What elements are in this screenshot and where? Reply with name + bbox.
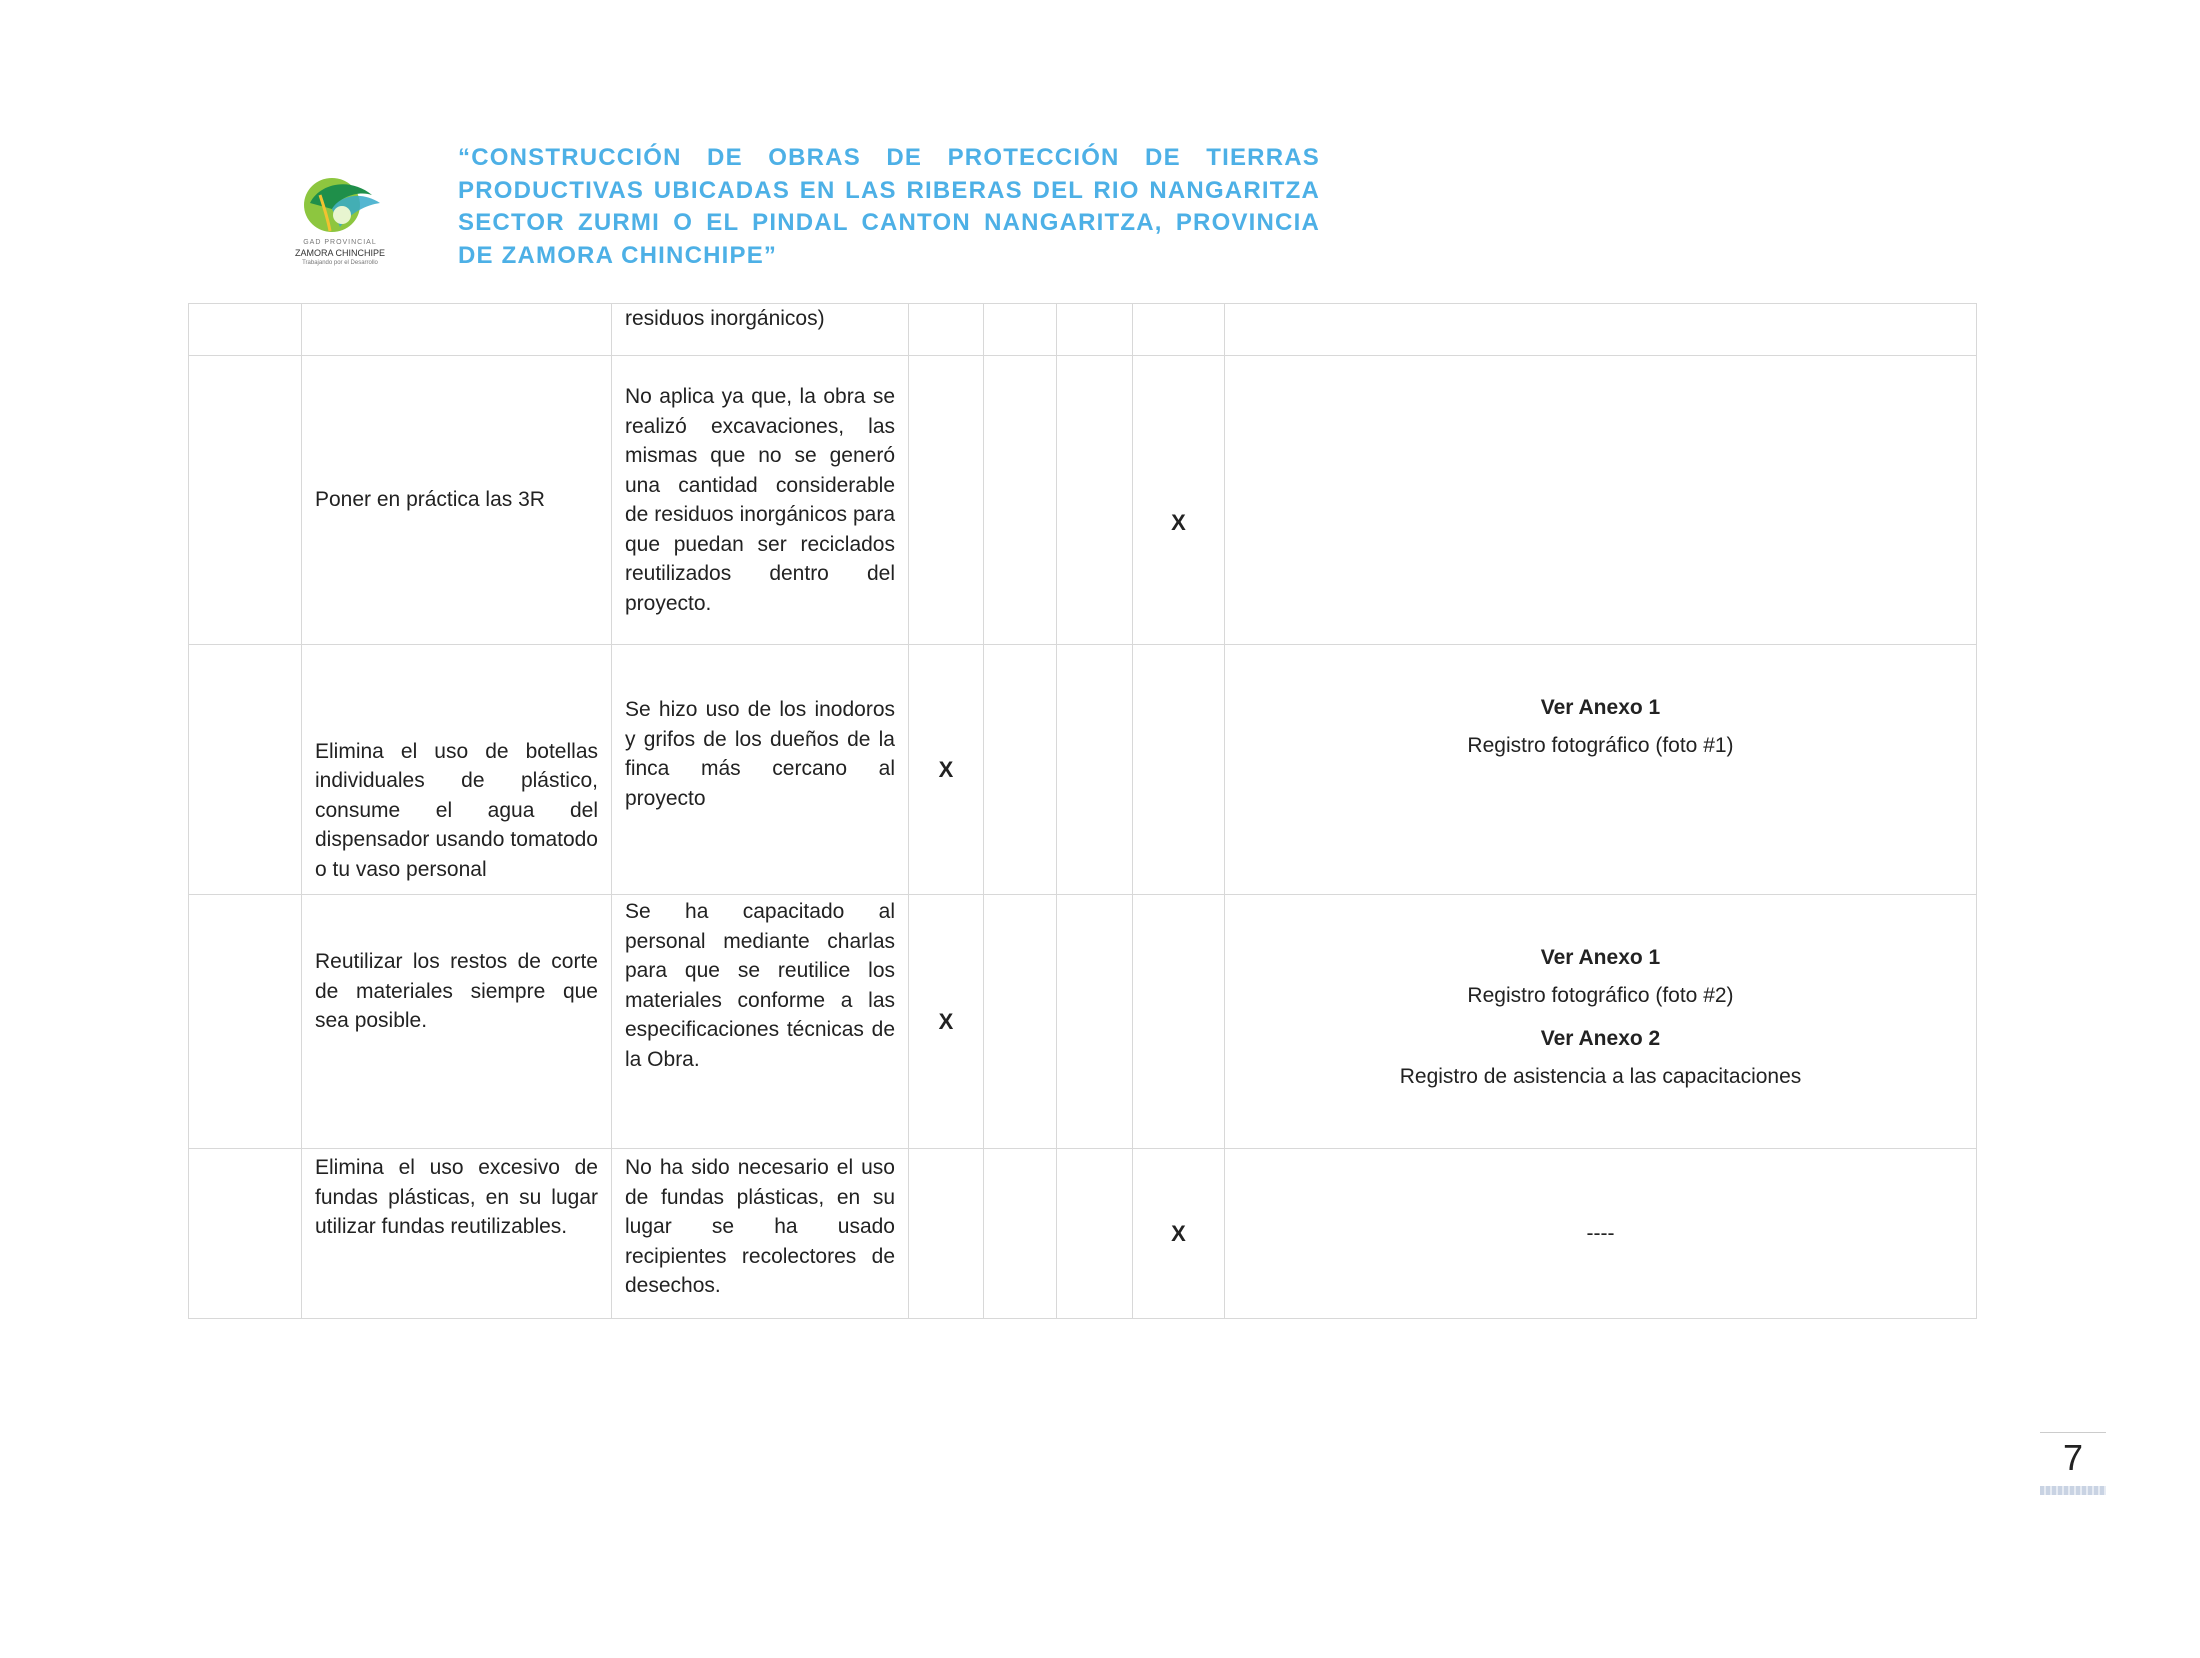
mark-cell xyxy=(909,304,984,356)
annex-reference: Ver Anexo 1 xyxy=(1540,696,1661,719)
annex-reference: Ver Anexo 2 xyxy=(1540,1027,1661,1050)
annex-description: Registro fotográfico (foto #2) xyxy=(1467,983,1734,1007)
evidence-cell: Se hizo uso de los inodoros y grifos de los dueños de la finca más cercano al proyecto xyxy=(612,645,909,895)
observation-cell xyxy=(1225,645,1977,895)
mark-cell xyxy=(984,895,1057,1149)
mark-cell: X xyxy=(909,645,984,895)
evidence-cell: No aplica ya que, la obra se realizó excavaciones, las mismas que no se generó una cantidad considerable de residuos inorgánicos para que puedan ser reciclados reutilizados dentro del proyecto. xyxy=(612,356,909,645)
mark-cell xyxy=(1057,895,1133,1149)
mark-cell xyxy=(984,645,1057,895)
evidence-cell: No ha sido necesario el uso de fundas plásticas, en su lugar se ha usado recipientes recolectores de desechos. xyxy=(612,1149,909,1319)
table-row xyxy=(189,895,1977,1149)
mark-cell xyxy=(1133,895,1225,1149)
mark-cell xyxy=(909,1149,984,1319)
annex-description: Registro fotográfico (foto #1) xyxy=(1467,733,1734,757)
blank-cell xyxy=(189,645,302,895)
logo-caption: GAD PROVINCIAL ZAMORA CHINCHIPE Trabajando por el Desarrollo xyxy=(294,239,385,266)
annex-description: Registro de asistencia a las capacitaciones xyxy=(1399,1064,1802,1088)
mark-cell: X xyxy=(1133,1149,1225,1319)
evidence-cell: Se ha capacitado al personal mediante charlas para que se reutilice los materiales conforme a las especificaciones técnicas de la Obra. xyxy=(612,895,909,1149)
mark-cell xyxy=(1057,356,1133,645)
page-number-underline xyxy=(2040,1486,2106,1495)
blank-cell xyxy=(189,895,302,1149)
table-row xyxy=(189,304,1977,356)
blank-cell xyxy=(189,304,302,356)
observation-cell xyxy=(1225,356,1977,645)
table-row xyxy=(189,645,1977,895)
table-row xyxy=(189,356,1977,645)
environmental-measures-table xyxy=(188,303,1977,1319)
mark-cell xyxy=(1133,645,1225,895)
document-title: “CONSTRUCCIÓN DE OBRAS DE PROTECCIÓN DE TIERRAS PRODUCTIVAS UBICADAS EN LAS RIBERAS DEL RIO NANGARITZA SECTOR ZURMI O EL PINDAL CANTON NANGARITZA, PROVINCIA DE ZAMORA CHINCHIPE” xyxy=(458,144,1320,269)
mark-cell xyxy=(1057,1149,1133,1319)
observation-cell: ---- xyxy=(1225,1149,1977,1319)
observation-cell xyxy=(1225,895,1977,1149)
mark-cell xyxy=(1057,304,1133,356)
mark-cell xyxy=(1057,645,1133,895)
mark-cell xyxy=(909,356,984,645)
mark-cell xyxy=(984,1149,1057,1319)
annex-reference: Ver Anexo 1 xyxy=(1540,946,1661,969)
mark-cell xyxy=(1133,304,1225,356)
measure-cell: Elimina el uso excesivo de fundas plásticas, en su lugar utilizar fundas reutilizables. xyxy=(302,1149,612,1319)
measure-cell: Poner en práctica las 3R xyxy=(302,356,612,645)
mark-cell xyxy=(984,356,1057,645)
measure-cell xyxy=(302,304,612,356)
page-number: 7 xyxy=(2040,1432,2106,1493)
mark-cell: X xyxy=(1133,356,1225,645)
blank-cell xyxy=(189,356,302,645)
measure-cell: Reutilizar los restos de corte de materiales siempre que sea posible. xyxy=(302,895,612,1149)
mark-cell: X xyxy=(909,895,984,1149)
table-row xyxy=(189,1149,1977,1319)
observation-cell xyxy=(1225,304,1977,356)
mark-cell xyxy=(984,304,1057,356)
evidence-cell: residuos inorgánicos) xyxy=(612,304,909,356)
measure-cell: Elimina el uso de botellas individuales de plástico, consume el agua del dispensador usando tomatodo o tu vaso personal xyxy=(302,645,612,895)
blank-cell xyxy=(189,1149,302,1319)
